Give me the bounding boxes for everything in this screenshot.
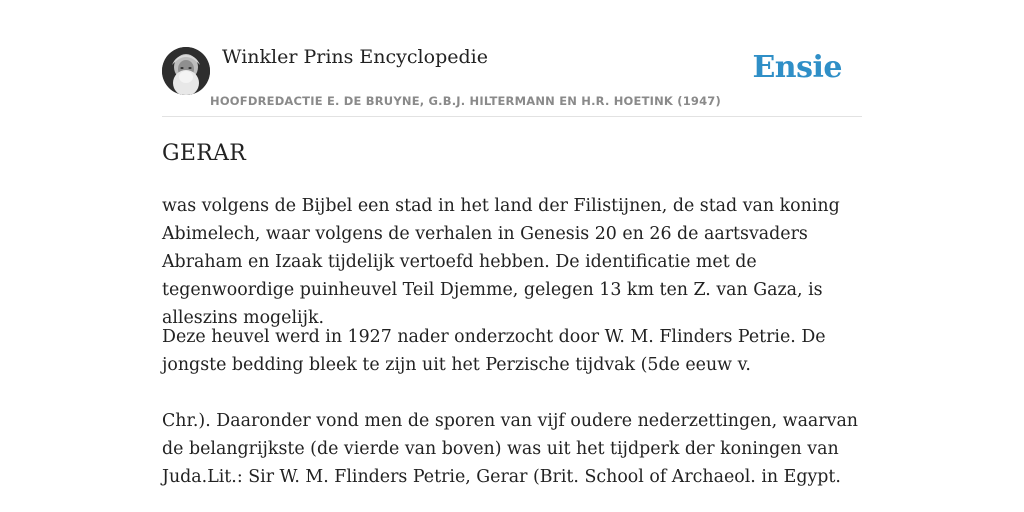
source-editors: HOOFDREDACTIE E. DE BRUYNE, G.B.J. HILTERMANN EN H.R. HOETINK (1947) bbox=[210, 94, 721, 108]
source-title[interactable]: Winkler Prins Encyclopedie bbox=[222, 46, 488, 68]
entry-paragraph: Deze heuvel werd in 1927 nader onderzocht door W. M. Flinders Petrie. De jongste bedding bleek te zijn uit het Perzische tijdvak (5de eeuw v. bbox=[162, 327, 826, 375]
author-avatar[interactable] bbox=[162, 47, 210, 95]
entry-paragraph: Chr.). Daaronder vond men de sporen van vijf oudere nederzettingen, waarvan de belangrijkste (de vierde van boven) was uit het tijdperk der koningen van Juda.Lit.: Sir W. M. Flinders Petrie, Gerar (Brit. School of Archaeol. in Egypt. bbox=[162, 411, 859, 487]
entry-paragraph: was volgens de Bijbel een stad in het land der Filistijnen, de stad van koning Abimelech, waar volgens de verhalen in Genesis 20 en 26 de aartsvaders Abraham en Izaak tijdelijk vertoefd hebben. De identificatie met de tegenwoordige puinheuvel Teil Djemme, gelegen 13 km ten Z. van Gaza, is alleszins mogelijk. bbox=[162, 196, 840, 328]
portrait-icon bbox=[162, 47, 210, 95]
brand-logo[interactable]: Ensie bbox=[752, 50, 842, 85]
source-header bbox=[162, 0, 862, 117]
entry-title: GERAR bbox=[162, 141, 247, 166]
article-card bbox=[162, 0, 862, 512]
